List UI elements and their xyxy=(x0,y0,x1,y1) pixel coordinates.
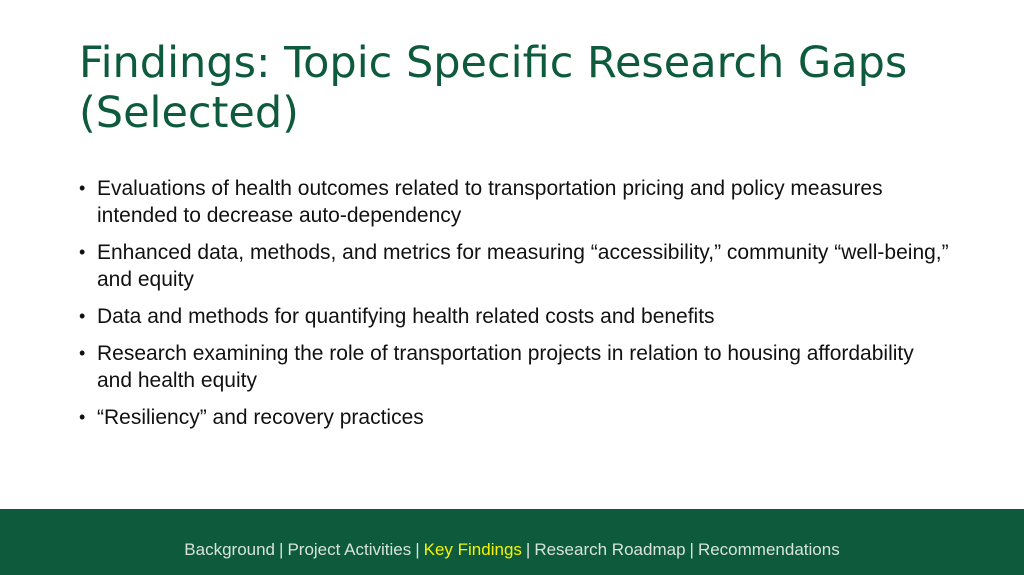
bullet-dot-icon: • xyxy=(79,306,86,326)
bullet-dot-icon: • xyxy=(79,407,86,427)
bullet-item xyxy=(79,404,949,431)
bullet-dot-icon: • xyxy=(79,178,86,198)
nav-item-key-findings[interactable]: Key Findings xyxy=(423,540,522,559)
slide-title: Findings: Topic Specific Research Gaps (Selected) xyxy=(79,38,908,138)
footer-bar xyxy=(0,509,1024,575)
bullet-text: “Resiliency” and recovery practices xyxy=(97,406,424,429)
nav-separator: | xyxy=(525,540,531,559)
nav-separator: | xyxy=(689,540,694,559)
bullet-text: Data and methods for quantifying health related costs and benefits xyxy=(97,305,715,328)
bullet-item xyxy=(79,175,949,229)
bullet-item xyxy=(79,239,949,293)
footer-nav xyxy=(0,539,1024,561)
nav-separator: | xyxy=(279,540,284,559)
bullet-item xyxy=(79,303,949,330)
nav-item-research-roadmap[interactable]: Research Roadmap xyxy=(534,540,686,559)
nav-item-background[interactable]: Background xyxy=(184,540,276,559)
bullet-text: Research examining the role of transportation projects in relation to housing affordability and health equity xyxy=(97,342,914,392)
nav-separator: | xyxy=(415,540,420,559)
nav-item-recommendations[interactable]: Recommendations xyxy=(697,540,840,559)
bullet-item xyxy=(79,340,949,394)
bullet-list xyxy=(79,175,949,441)
bullet-text: Evaluations of health outcomes related to transportation pricing and policy measures intended to decrease auto-dependency xyxy=(97,177,883,227)
bullet-dot-icon: • xyxy=(79,343,86,363)
bullet-dot-icon: • xyxy=(79,242,86,262)
bullet-text: Enhanced data, methods, and metrics for measuring “accessibility,” community “well-being,” and equity xyxy=(97,241,949,291)
nav-item-project-activities[interactable]: Project Activities xyxy=(287,540,412,559)
